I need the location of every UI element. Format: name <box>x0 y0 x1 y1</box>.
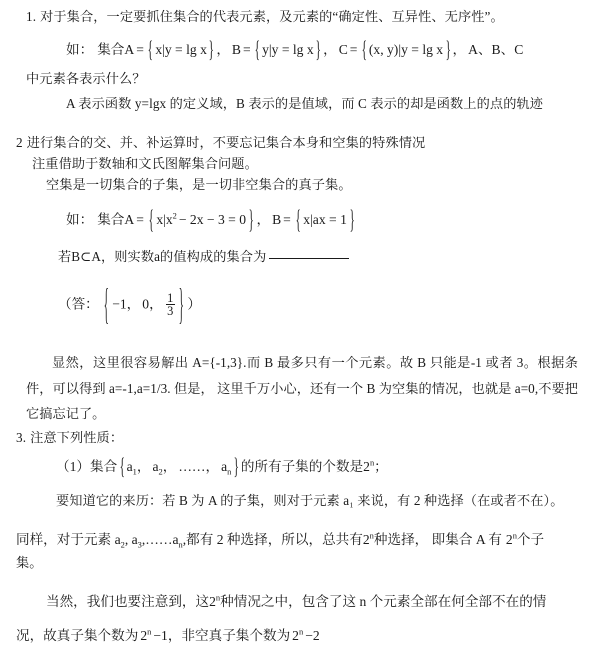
note-power1-base: 2 <box>209 594 216 609</box>
same-comma-3: , <box>182 532 187 547</box>
answer-value-2: 0， <box>142 296 163 312</box>
note-text-p3: 况，故真子集个数为 <box>16 628 139 643</box>
equals-sign-2a: = <box>136 212 144 227</box>
power-exponent: n <box>369 457 375 468</box>
setC-left-brace: { <box>361 36 367 63</box>
same-comma-1: , <box>124 532 132 547</box>
setB-variable: y <box>262 42 269 57</box>
item3-origin-line: 要知道它的来历：若 B 为 A 的子集，则对于元素 a₁ 来说，有 2 种选择（在或者不在）。 <box>56 493 564 508</box>
setC-variable: (x, y) <box>368 42 399 57</box>
property1-label: （1） <box>56 459 90 474</box>
fraction-denominator: 3 <box>167 304 174 319</box>
setA-variable: x <box>155 42 163 57</box>
setB2-left-brace: { <box>295 204 301 234</box>
element-a2-subscript: 2 <box>158 466 163 477</box>
same-an-subscript: n <box>178 539 183 550</box>
item1-answer-line: A 表示函数 y=lgx 的定义域，B 表示的是值域，而 C 表示的却是函数上的点的轨迹 <box>66 96 544 111</box>
item1-heading-text: 对于集合，一定要抓住集合的代表元素，及元素的“确定性、互异性、无序性”。 <box>40 9 504 24</box>
equals-sign-c: = <box>349 42 358 57</box>
same-text-p3: 种选择， 即集合 A 有 <box>373 532 502 547</box>
equals-sign: = <box>136 42 144 57</box>
note-power1-exponent: n <box>215 592 221 603</box>
element-an-base: a <box>221 459 228 474</box>
note-power3-exponent: n <box>298 626 304 637</box>
item2-sub2-line: 空集是一切集合的子集，是一切非空集合的真子集。 <box>46 177 352 192</box>
item2-condition-text: 若B⊂A，则实数a的值构成的集合为 <box>58 249 267 264</box>
note-text-p2: 种情况之中，包含了这 n 个元素全部在何全部不在的情 <box>220 594 547 609</box>
setA2-poly-base: x <box>165 212 173 227</box>
setA2-poly-rest: − 2x − 3 = 0 <box>178 212 247 227</box>
item1-question-line: 中元素各表示什么？ <box>26 71 146 86</box>
item1-number: 1. <box>26 9 37 24</box>
same-power1-base: 2 <box>362 532 370 547</box>
same-power2-exponent: n <box>512 530 517 541</box>
item2-example-label: 如： <box>66 212 94 227</box>
setC-right-brace: } <box>445 36 451 63</box>
property1-semicolon: ； <box>374 459 388 474</box>
comma-1: ， <box>216 42 230 57</box>
answer-open-paren: （ <box>58 296 72 312</box>
setB2-right-brace: } <box>349 204 355 234</box>
setA-left-brace: { <box>147 36 154 63</box>
answer-blank-underline <box>269 258 349 259</box>
element-a1-subscript: 1 <box>132 466 137 477</box>
elements-left-brace: { <box>119 453 125 480</box>
equals-sign-b: = <box>242 42 251 57</box>
setA-right-brace: } <box>208 36 215 63</box>
same-a3-base: a <box>131 532 138 547</box>
fraction-numerator: 1 <box>167 290 174 305</box>
setB-bar: | <box>268 42 272 57</box>
setC-relation: y = lg x <box>401 42 444 57</box>
same-an-base: a <box>172 532 179 547</box>
setB-right-brace: } <box>315 36 322 63</box>
item2-condition-line <box>58 250 349 263</box>
item2-heading-line <box>16 136 425 149</box>
item1-setA-name: 集合A <box>97 42 135 57</box>
power-base: 2 <box>363 459 370 474</box>
answer-fraction-one-third <box>166 292 175 319</box>
element-a1-base: a <box>126 459 133 474</box>
item1-setB-name: B <box>231 42 241 57</box>
element-a2-base: a <box>152 459 159 474</box>
item2-answer-formula <box>58 278 201 328</box>
same-text-p4: 个子 <box>516 532 545 547</box>
element-an-subscript: n <box>227 466 232 477</box>
setB-relation: y = lg x <box>271 42 314 57</box>
same-comma-2: , <box>141 532 146 547</box>
item3-property1-formula <box>56 453 388 480</box>
property1-prefix: 集合 <box>89 459 118 474</box>
elements-right-brace: } <box>233 453 239 480</box>
setB2-bar: | <box>310 212 313 227</box>
same-power2-base: 2 <box>505 532 513 547</box>
setB-left-brace: { <box>254 36 261 63</box>
item2-example-formula <box>66 204 357 234</box>
setA2-left-brace: { <box>148 204 154 234</box>
element-sep-2: ， <box>162 459 177 474</box>
setA2-variable: x <box>156 212 164 227</box>
note-text-p1: 当然，我们也要注意到，这 <box>46 594 210 609</box>
item1-example-label: 如： <box>66 42 94 57</box>
answer-right-brace: } <box>179 278 185 328</box>
comma-2: ， <box>323 42 337 57</box>
item3-number: 3. <box>16 430 27 445</box>
item2-heading-text: 进行集合的交、并、补运算时，不要忘记集合本身和空集的特殊情况 <box>26 135 426 150</box>
note-power3-base: 2 <box>292 628 299 643</box>
element-sep-1: ， <box>136 459 151 474</box>
setA-bar: | <box>162 42 165 57</box>
same-a2-subscript: 2 <box>120 539 125 550</box>
comma-2-1: ， <box>256 212 271 227</box>
item2-sub1-line: 注重借助于数轴和文氏图解集合问题。 <box>32 156 258 171</box>
item2-setB-name: B <box>272 212 282 227</box>
item3-heading-text: 注意下列性质： <box>30 430 124 445</box>
answer-value-1: −1， <box>112 296 141 312</box>
answer-left-brace: { <box>103 278 110 328</box>
setA2-poly-exponent: 2 <box>172 210 177 221</box>
property1-suffix: 的所有子集的个数是 <box>240 459 364 474</box>
same-text-p2: 都有 2 种选择，所以，总共有 <box>186 532 363 547</box>
same-power1-exponent: n <box>369 530 374 541</box>
note-text-p5: −2 <box>305 628 320 643</box>
setA2-right-brace: } <box>248 204 254 234</box>
setA2-bar: | <box>163 212 166 227</box>
note-text-p4: −1，非空真子集个数为 <box>153 628 291 643</box>
note-power2-base: 2 <box>140 628 148 643</box>
same-text-p1: 同样，对于元素 <box>16 532 115 547</box>
answer-close-paren: ） <box>187 296 201 312</box>
item1-set-names-tail: A、B、C <box>468 42 524 57</box>
same-a2-base: a <box>114 532 121 547</box>
setC-bar: | <box>398 42 402 57</box>
item2-setA-name: 集合A <box>97 212 135 227</box>
note-power2-exponent: n <box>147 626 152 637</box>
item3-note-paragraph-line1 <box>46 590 546 610</box>
setB2-relation: ax = 1 <box>312 212 347 227</box>
comma-3: ， <box>452 42 467 57</box>
setA-relation: y = lg x <box>164 42 207 57</box>
same-a3-subscript: 3 <box>137 539 142 550</box>
item2-number: 2 <box>16 135 23 150</box>
item2-explanation-paragraph: 显然，这里很容易解出 A={-1,3}.而 B 最多只有一个元素。故 B 只能是-1 或者 3。根据条件，可以得到 a=-1,a=1/3. 但是， 这里千万小心，还有一个 B 为空集的情况，也就是 a=0,不要把它搞忘记了。 <box>26 355 578 421</box>
same-ellipsis: …… <box>145 532 173 547</box>
item1-example-formula <box>66 36 524 63</box>
item3-note-paragraph-line2 <box>16 624 320 644</box>
item3-same-paragraph-line1 <box>16 528 544 548</box>
equals-sign-2b: = <box>283 212 291 227</box>
answer-label: 答： <box>71 296 99 312</box>
element-sep-3: ， <box>205 459 220 474</box>
item1-heading-line <box>26 10 504 23</box>
setB2-variable: x <box>303 212 311 227</box>
element-ellipsis: …… <box>178 459 206 474</box>
item3-heading-line <box>16 431 123 444</box>
item1-setC-name: C <box>338 42 348 57</box>
item3-same-paragraph-line2: 集。 <box>16 555 43 570</box>
